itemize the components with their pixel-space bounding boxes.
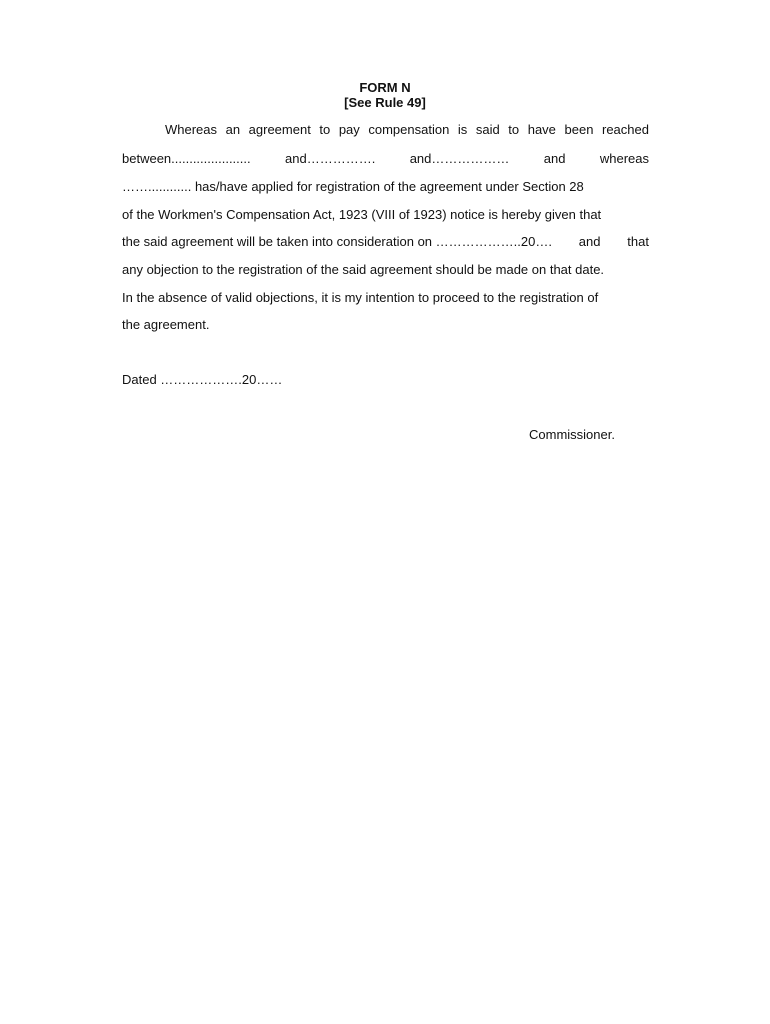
- word: that: [627, 234, 649, 249]
- dated-line: Dated ……………….20……: [122, 372, 283, 387]
- word: Whereas: [165, 122, 218, 137]
- word: said: [475, 122, 500, 137]
- consideration-date-blank: the said agreement will be taken into consideration on ………………..20….: [122, 234, 552, 249]
- word: whereas: [599, 151, 649, 166]
- word: reached: [602, 122, 649, 137]
- word: and: [578, 234, 601, 249]
- party-three-blank: and………………: [409, 151, 510, 166]
- paragraph-line-7: In the absence of valid objections, it is my intention to proceed to the registration of: [122, 290, 599, 305]
- word: to: [508, 122, 520, 137]
- paragraph-line-4: of the Workmen's Compensation Act, 1923 (VIII of 1923) notice is hereby given that: [122, 207, 602, 222]
- word: is: [457, 122, 468, 137]
- paragraph-line-2: [122, 151, 649, 167]
- word: agreement: [248, 122, 311, 137]
- word: compensation: [368, 122, 450, 137]
- paragraph-line-8: the agreement.: [122, 317, 210, 332]
- paragraph-line-1: [165, 122, 649, 138]
- word: and: [543, 151, 566, 166]
- paragraph-line-6: any objection to the registration of the said agreement should be made on that date.: [122, 262, 605, 277]
- word: have: [527, 122, 556, 137]
- signatory-commissioner: Commissioner.: [529, 427, 615, 442]
- word: pay: [338, 122, 360, 137]
- paragraph-line-3: ……............ has/have applied for registration of the agreement under Section 28: [122, 179, 584, 194]
- word: been: [564, 122, 594, 137]
- word: an: [225, 122, 241, 137]
- party-one-blank: between......................: [122, 151, 251, 166]
- form-rule-reference: [See Rule 49]: [344, 95, 426, 110]
- party-two-blank: and…………….: [285, 151, 376, 166]
- paragraph-line-5: [122, 234, 649, 250]
- word: to: [319, 122, 331, 137]
- form-title: FORM N: [359, 80, 411, 95]
